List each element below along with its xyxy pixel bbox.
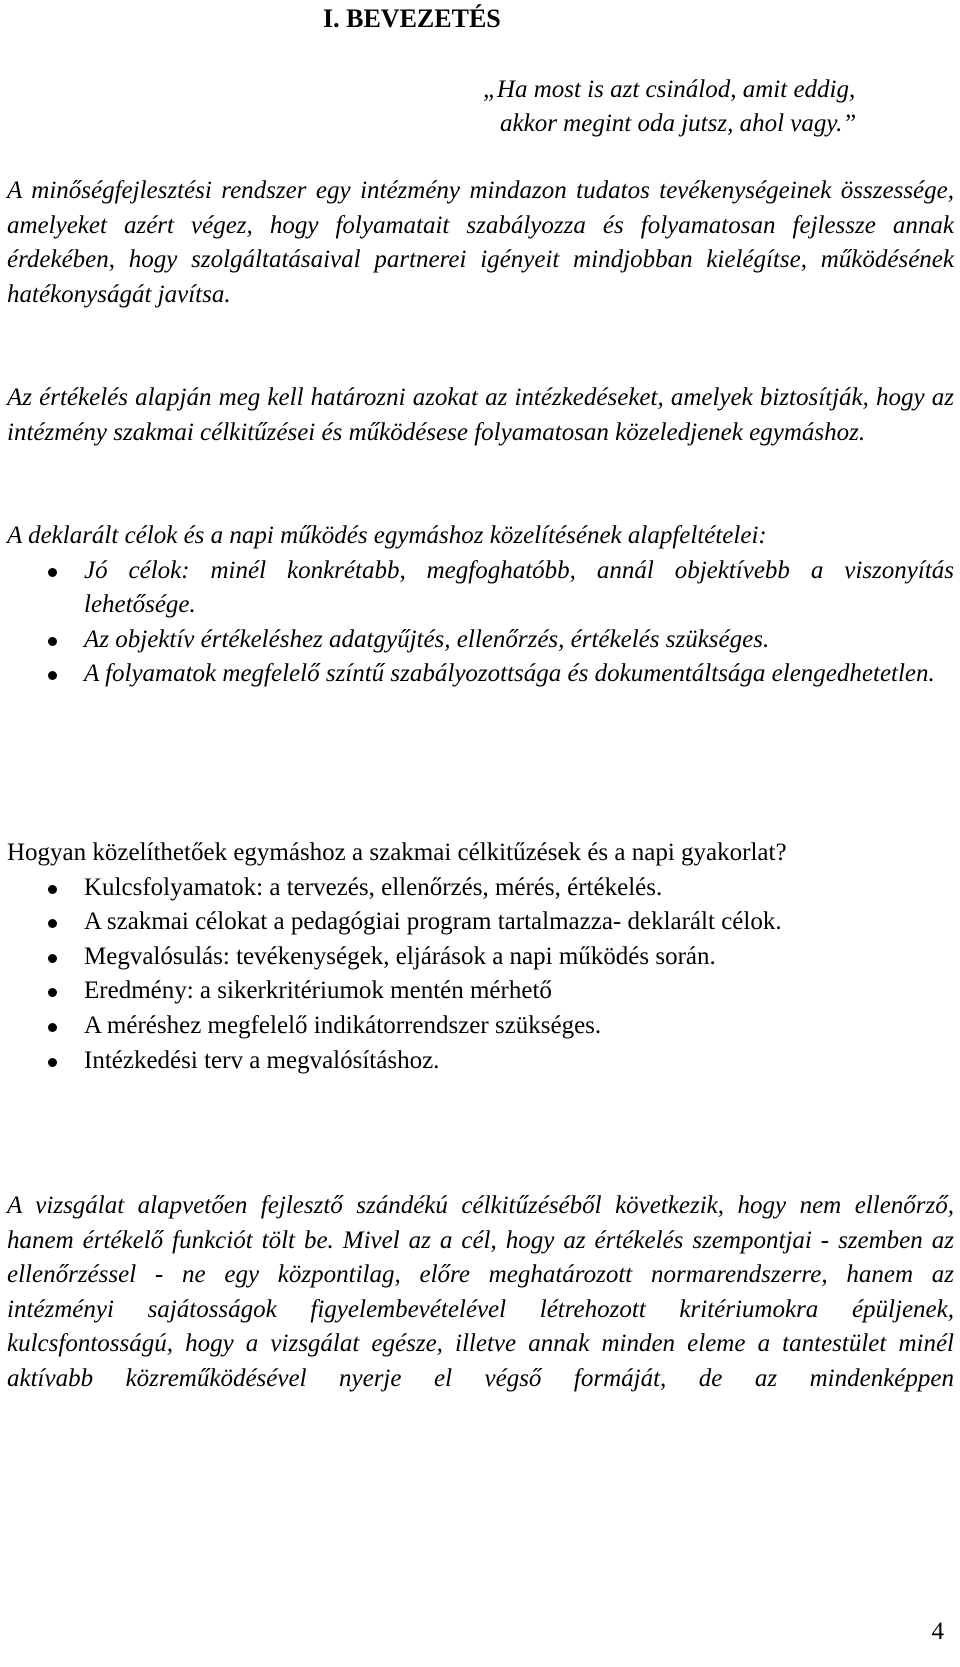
motto-quote <box>480 73 950 141</box>
bullet-icon <box>48 637 57 646</box>
list-item <box>7 905 954 940</box>
list-item-text: Megvalósulás: tevékenységek, eljárások a napi működés során. <box>84 942 716 970</box>
paragraph-basic-conditions <box>7 519 954 692</box>
list-item-text: Kulcsfolyamatok: a tervezés, ellenőrzés, mérés, értékelés. <box>84 873 663 901</box>
list-item-text: Jó célok: minél konkrétabb, megfoghatóbb, annál objektívebb a viszonyítás lehetősége. <box>84 556 954 619</box>
list-item-text: A méréshez megfelelő indikátorrendszer szükséges. <box>84 1011 602 1039</box>
paragraph-intro: Hogyan közelíthetőek egymáshoz a szakmai célkitűzések és a napi gyakorlat? <box>7 839 787 866</box>
page-number: 4 <box>931 1618 944 1645</box>
list-item <box>7 871 954 906</box>
paragraph-quality-system: A minőségfejlesztési rendszer egy intézmény mindazon tudatos tevékenységeinek összessége, amelyeket azért végez, hogy folyamatait szabályozza és folyamatosan fejlessze annak érdekében, hogy szolgáltatásaival partnerei igényeit mindjobban kielégítse, működésének hatékonyságát javítsa. <box>7 177 954 308</box>
list-item <box>7 1044 954 1079</box>
list-item <box>7 657 954 692</box>
paragraph-how-to-approach <box>7 836 954 1078</box>
page-heading: I. BEVEZETÉS <box>323 4 501 33</box>
list-item <box>7 974 954 1009</box>
list-item-text: A szakmai célokat a pedagógiai program tartalmazza- deklarált célok. <box>84 908 782 936</box>
list-item-text: Intézkedési terv a megvalósításhoz. <box>84 1046 440 1074</box>
bullet-icon <box>48 988 57 997</box>
bullet-icon <box>48 671 57 680</box>
bullet-icon <box>48 954 57 963</box>
motto-line-2: akkor megint oda jutsz, ahol vagy.” <box>500 110 857 137</box>
bullet-list <box>7 871 954 1079</box>
paragraph-examination: A vizsgálat alapvetően fejlesztő szándékú célkitűzéséből következik, hogy nem ellenőrző, hanem értékelő funkciót tölt be. Mivel az a cél, hogy az értékelés szempontjai - szemben az ellenőrzéssel - ne egy központilag, előre meghatározott normarendszerre, hanem az intézményi sajátosságok figyelembevételével létrehozott kritériumokra épüljenek, kulcsfontosságú, hogy a vizsgálat egésze, illetve annak minden eleme a tantestület minél aktívabb közreműködésével nyerje el végső formáját, de az mindenképpen <box>7 1192 954 1392</box>
list-item <box>7 1009 954 1044</box>
bullet-icon <box>48 1058 57 1067</box>
list-item <box>7 554 954 623</box>
paragraph-intro: A deklarált célok és a napi működés egymáshoz közelítésének alapfeltételei: <box>7 522 767 549</box>
bullet-list <box>7 554 954 692</box>
list-item-text: A folyamatok megfelelő színtű szabályozottsága és dokumentáltsága elengedhetetlen. <box>84 660 935 688</box>
paragraph-evaluation: Az értékelés alapján meg kell határozni azokat az intézkedéseket, amelyek biztosítják, hogy az intézmény szakmai célkitűzései és működésese folyamatosan közeledjenek egymáshoz. <box>7 384 954 446</box>
bullet-icon <box>48 885 57 894</box>
bullet-icon <box>48 568 57 577</box>
bullet-icon <box>48 1023 57 1032</box>
list-item-text: Az objektív értékeléshez adatgyűjtés, ellenőrzés, értékelés szükséges. <box>84 625 770 653</box>
list-item <box>7 940 954 975</box>
list-item <box>7 623 954 658</box>
bullet-icon <box>48 919 57 928</box>
motto-line-1: „Ha most is azt csinálod, amit eddig, <box>483 76 856 103</box>
list-item-text: Eredmény: a sikerkritériumok mentén mérhető <box>84 977 552 1005</box>
